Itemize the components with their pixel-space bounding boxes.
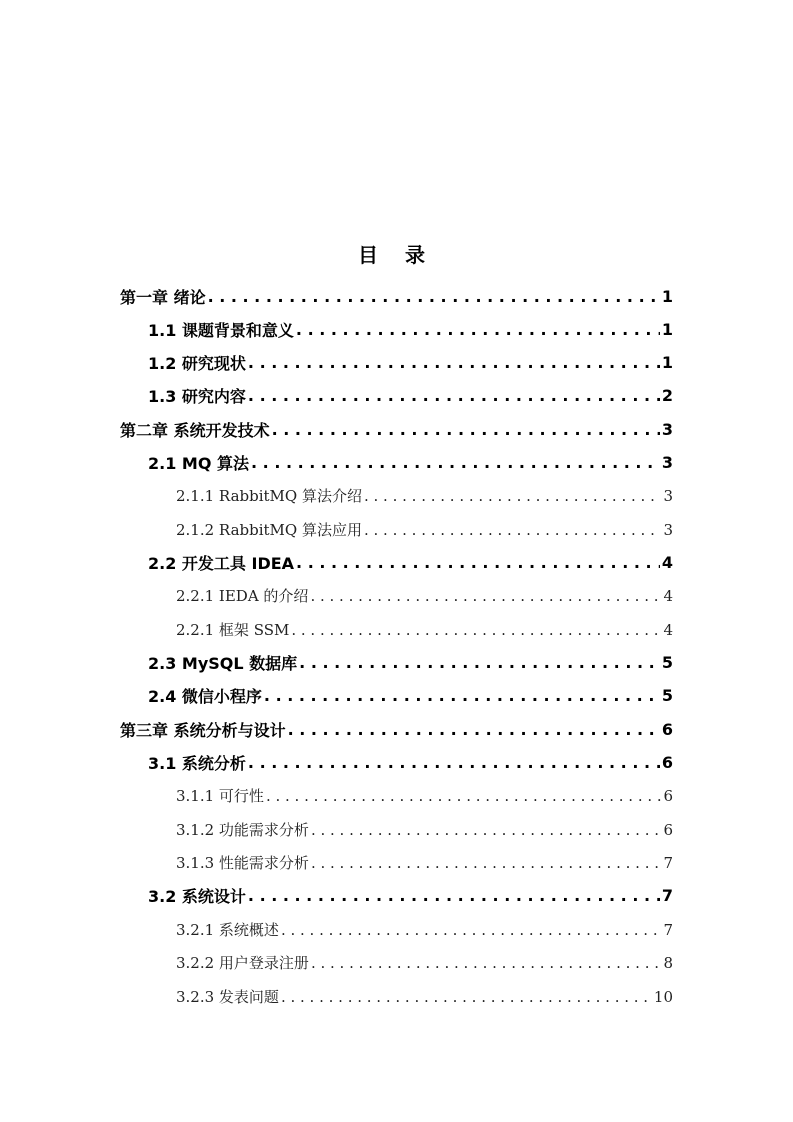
toc-entry-subsection[interactable] xyxy=(176,613,673,646)
toc-entry-label: 3.2.2 用户登录注册 xyxy=(176,954,309,972)
toc-entry-label: 2.1.1 RabbitMQ 算法介绍 xyxy=(176,487,362,505)
toc-entry-label: 1.2 研究现状 xyxy=(148,354,246,373)
toc-entry-page: 5 xyxy=(661,653,673,672)
toc-entry-page: 4 xyxy=(663,620,673,639)
toc-entry-section[interactable] xyxy=(148,313,673,346)
toc-entry-page: 4 xyxy=(663,586,673,605)
dot-leader xyxy=(248,353,660,372)
toc-entry-section[interactable] xyxy=(148,746,673,779)
toc-entry-subsection[interactable] xyxy=(176,813,673,846)
toc-entry-subsection[interactable] xyxy=(176,479,673,512)
dot-leader xyxy=(364,487,661,505)
dot-leader xyxy=(272,420,660,439)
toc-entry-subsection[interactable] xyxy=(176,579,673,612)
dot-leader xyxy=(251,453,660,472)
dot-leader xyxy=(311,954,662,972)
toc-entry-page: 6 xyxy=(663,786,673,805)
dot-leader xyxy=(281,988,652,1006)
dot-leader xyxy=(281,921,662,939)
dot-leader xyxy=(248,753,660,772)
toc-entry-page: 3 xyxy=(661,453,673,472)
toc-entry-page: 3 xyxy=(661,420,673,439)
toc-entry-label: 3.2.3 发表问题 xyxy=(176,988,279,1006)
dot-leader xyxy=(264,686,660,705)
toc-entry-page: 1 xyxy=(661,353,673,372)
dot-leader xyxy=(248,386,660,405)
toc-entry-subsection[interactable] xyxy=(176,946,673,979)
toc-entry-label: 2.3 MySQL 数据库 xyxy=(148,654,298,673)
toc-entry-page: 3 xyxy=(663,486,673,505)
toc-entry-subsection[interactable] xyxy=(176,913,673,946)
toc-entry-label: 3.1.2 功能需求分析 xyxy=(176,821,309,839)
toc-entry-page: 6 xyxy=(661,720,673,739)
toc-entry-page: 4 xyxy=(661,553,673,572)
toc-entry-label: 2.1.2 RabbitMQ 算法应用 xyxy=(176,521,362,539)
toc-entry-label: 1.1 课题背景和意义 xyxy=(148,321,294,340)
toc-entry-label: 第三章 系统分析与设计 xyxy=(120,721,286,740)
dot-leader xyxy=(311,821,662,839)
dot-leader xyxy=(299,653,660,672)
toc-entry-page: 1 xyxy=(661,320,673,339)
toc-title: 目 录 xyxy=(358,243,435,267)
toc-entry-chapter[interactable] xyxy=(120,413,673,446)
toc-entry-page: 10 xyxy=(653,987,673,1006)
toc-entry-page: 8 xyxy=(663,953,673,972)
toc-entry-section[interactable] xyxy=(148,646,673,679)
toc-entry-label: 2.2 开发工具 IDEA xyxy=(148,554,295,573)
toc-entry-section[interactable] xyxy=(148,346,673,379)
toc-entry-page: 6 xyxy=(661,753,673,772)
toc-entry-label: 3.2.1 系统概述 xyxy=(176,921,279,939)
toc-entry-section[interactable] xyxy=(148,879,673,912)
toc-entry-label: 2.2.1 框架 SSM xyxy=(176,621,290,639)
toc-entry-label: 2.2.1 IEDA 的介绍 xyxy=(176,587,309,605)
dot-leader xyxy=(248,886,660,905)
toc-entry-subsection[interactable] xyxy=(176,846,673,879)
dot-leader xyxy=(288,720,660,739)
toc-entry-section[interactable] xyxy=(148,679,673,712)
toc-entry-subsection[interactable] xyxy=(176,779,673,812)
toc-entry-section[interactable] xyxy=(148,546,673,579)
toc-entry-label: 2.1 MQ 算法 xyxy=(148,454,250,473)
toc-entry-label: 3.1.1 可行性 xyxy=(176,787,264,805)
toc-entry-page: 7 xyxy=(663,853,673,872)
dot-leader xyxy=(296,320,660,339)
toc-entry-page: 3 xyxy=(663,520,673,539)
toc-entry-label: 第二章 系统开发技术 xyxy=(120,421,270,440)
toc-entry-label: 1.3 研究内容 xyxy=(148,387,246,406)
dot-leader xyxy=(266,787,662,805)
toc-entry-chapter[interactable] xyxy=(120,713,673,746)
dot-leader xyxy=(364,521,661,539)
toc-entry-page: 2 xyxy=(661,386,673,405)
dot-leader xyxy=(310,587,661,605)
toc-entry-section[interactable] xyxy=(148,446,673,479)
dot-leader xyxy=(296,553,660,572)
toc-entry-chapter[interactable] xyxy=(120,280,673,313)
toc-entry-label: 3.2 系统设计 xyxy=(148,887,246,906)
toc-entry-label: 2.4 微信小程序 xyxy=(148,687,262,706)
toc-entry-label: 3.1 系统分析 xyxy=(148,754,246,773)
toc-entry-page: 7 xyxy=(663,920,673,939)
dot-leader xyxy=(208,287,660,306)
toc-entry-subsection[interactable] xyxy=(176,980,673,1013)
toc-entry-page: 7 xyxy=(661,886,673,905)
toc-entry-page: 5 xyxy=(661,686,673,705)
dot-leader xyxy=(311,854,662,872)
toc-entry-label: 3.1.3 性能需求分析 xyxy=(176,854,309,872)
toc-entry-page: 6 xyxy=(663,820,673,839)
dot-leader xyxy=(291,621,661,639)
toc-entry-label: 第一章 绪论 xyxy=(120,288,206,307)
toc-entry-section[interactable] xyxy=(148,379,673,412)
toc-entry-page: 1 xyxy=(661,287,673,306)
toc-entry-subsection[interactable] xyxy=(176,513,673,546)
